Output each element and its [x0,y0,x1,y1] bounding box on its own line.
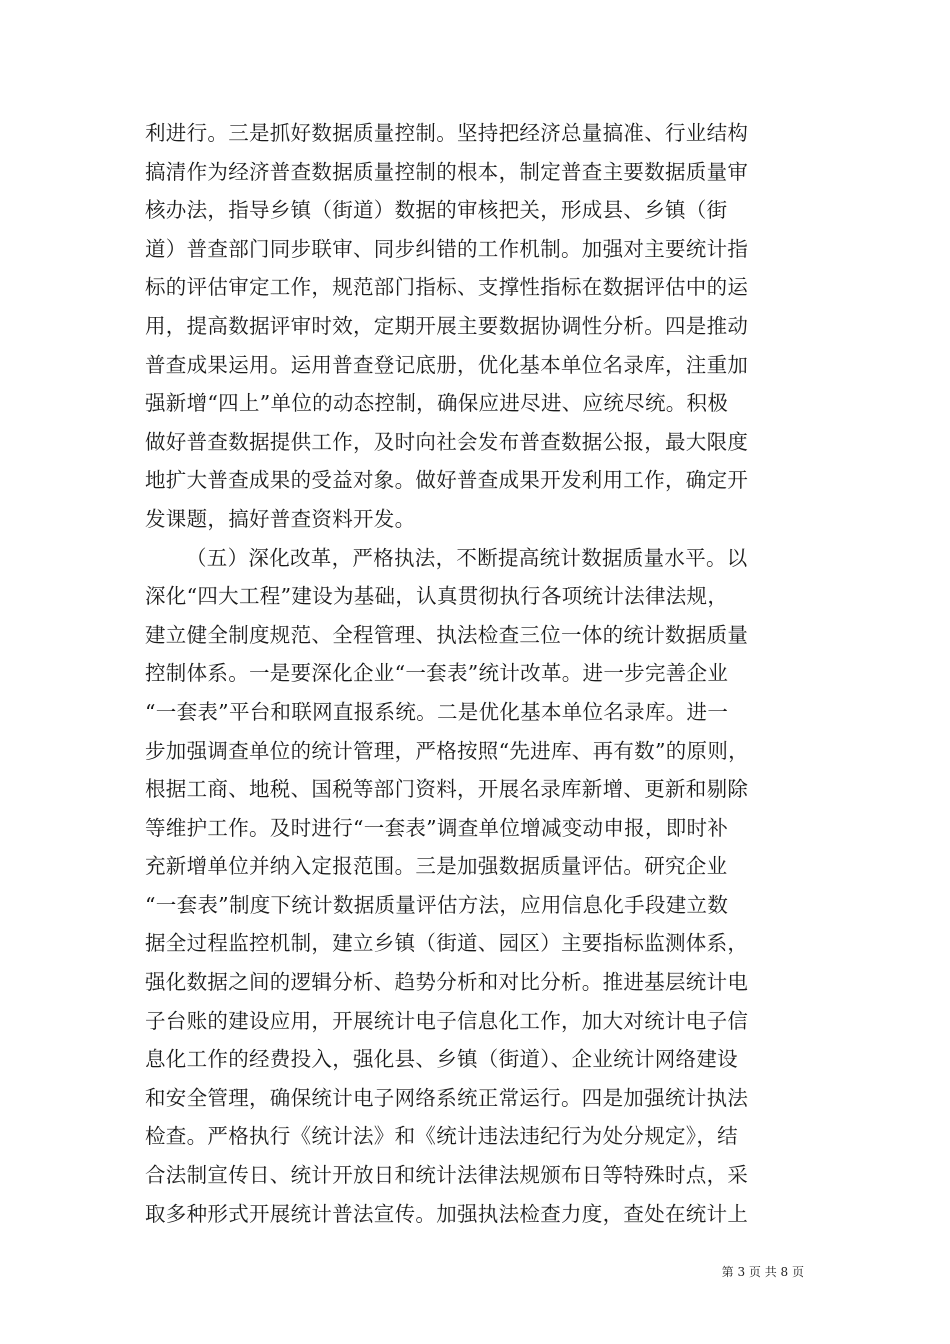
text-line: 利进行。三是抓好数据质量控制。坚持把经济总量搞准、行业结构 [145,121,749,145]
text-line: 取多种形式开展统计普法宣传。加强执法检查力度，查处在统计上 [145,1201,749,1226]
text-line: 据全过程监控机制，建立乡镇（街道、园区）主要指标监测体系， [145,931,749,956]
text-line: 控制体系。一是要深化企业“一套表”统计改革。进一步完善企业 [145,661,729,686]
text-line: 地扩大普查成果的受益对象。做好普查成果开发利用工作，确定开 [145,468,749,493]
text-line: 深化“四大工程”建设为基础，认真贯彻执行各项统计法律法规， [145,584,729,609]
text-line: 步加强调查单位的统计管理，严格按照“先进库、再有数”的原则， [145,738,749,763]
text-line: 等维护工作。及时进行“一套表”调查单位增减变动申报，即时补 [145,815,729,840]
section-heading-line: （五）深化改革，严格执法，不断提高统计数据质量水平。以 [186,545,748,570]
text-line: 做好普查数据提供工作，及时向社会发布普查数据公报，最大限度 [145,429,749,454]
text-line: 息化工作的经费投入，强化县、乡镇（街道）、企业统计网络建设 [145,1047,738,1072]
text-line: 和安全管理，确保统计电子网络系统正常运行。四是加强统计执法 [145,1085,749,1110]
text-line: 建立健全制度规范、全程管理、执法检查三位一体的统计数据质量 [145,622,749,647]
text-line: 充新增单位并纳入定报范围。三是加强数据质量评估。研究企业 [145,854,728,879]
body-text [145,114,805,1233]
text-line: 强化数据之间的逻辑分析、趋势分析和对比分析。推进基层统计电 [145,970,749,995]
text-line: 合法制宣传日、统计开放日和统计法律法规颁布日等特殊时点，采 [145,1163,749,1188]
page-number-footer: 第 3 页 共 8 页 [721,1265,804,1279]
text-line: 根据工商、地税、国税等部门资料，开展名录库新增、更新和剔除 [145,777,749,802]
text-line: 道）普查部门同步联审、同步纠错的工作机制。加强对主要统计指 [145,236,749,261]
text-line: 用，提高数据评审时效，定期开展主要数据协调性分析。四是推动 [145,313,749,338]
text-line: 普查成果运用。运用普查登记底册，优化基本单位名录库，注重加 [145,352,749,377]
text-line: 搞清作为经济普查数据质量控制的根本，制定普查主要数据质量审 [145,159,749,184]
text-line: “一套表”制度下统计数据质量评估方法，应用信息化手段建立数 [145,892,729,917]
text-line: 检查。严格执行《统计法》和《统计违法违纪行为处分规定》，结 [145,1124,738,1149]
text-line: 标的评估审定工作，规范部门指标、支撑性指标在数据评估中的运 [145,275,749,300]
text-line: 发课题，搞好普查资料开发。 [145,506,416,531]
text-line: 强新增“四上”单位的动态控制，确保应进尽进、应统尽统。积极 [145,391,729,416]
text-line: 子台账的建设应用，开展统计电子信息化工作，加大对统计电子信 [145,1008,749,1033]
text-line: 核办法，指导乡镇（街道）数据的审核把关，形成县、乡镇（街 [145,198,728,223]
text-line: “一套表”平台和联网直报系统。二是优化基本单位名录库。进一 [145,699,729,724]
